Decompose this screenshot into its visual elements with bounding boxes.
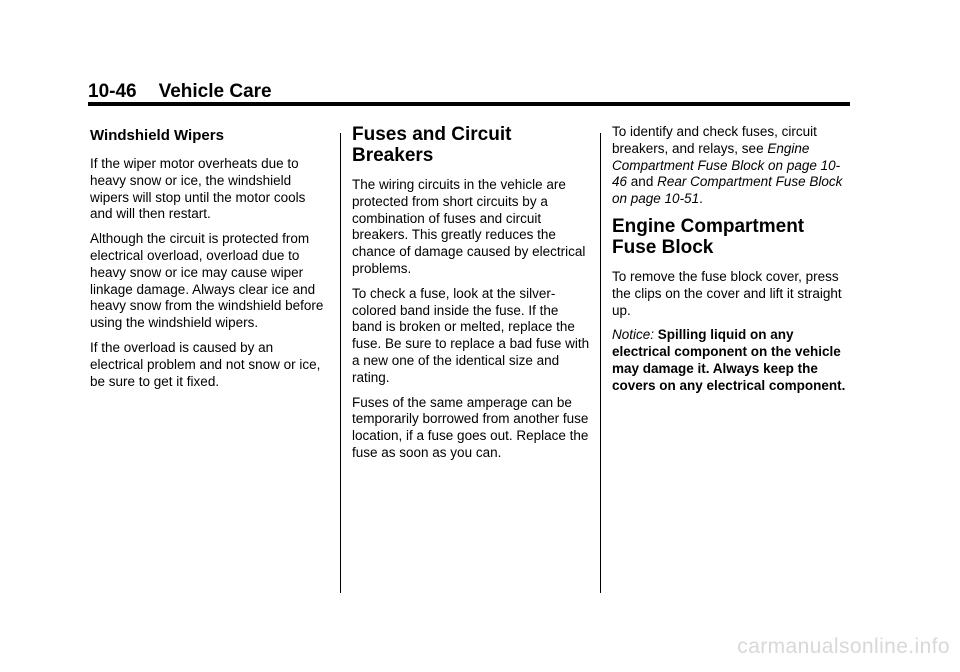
fuses-heading: Fuses and Circuit Breakers bbox=[352, 124, 512, 166]
windshield-wipers-heading: Windshield Wipers bbox=[90, 127, 224, 144]
wipers-paragraph-1: If the wiper motor overheats due to heavy snow or ice, the windshield wipers will stop until the motor cools and will then restart. bbox=[90, 156, 306, 222]
column-divider-1 bbox=[340, 133, 341, 593]
wipers-paragraph-3: If the overload is caused by an electrical problem and not snow or ice, be sure to get it fixed. bbox=[90, 339, 321, 389]
notice-text: Spilling liquid on any electrical component on the vehicle may damage it. Always keep the covers on any electrical component. bbox=[612, 327, 846, 393]
column-2 bbox=[352, 124, 592, 470]
column-1 bbox=[90, 124, 330, 398]
rear-fuse-block-link[interactable]: Rear Compartment Fuse Block on page 10-51 bbox=[612, 174, 843, 207]
header-rule bbox=[88, 102, 850, 106]
watermark: carmanualsonline.info bbox=[737, 635, 950, 658]
notice-paragraph bbox=[612, 327, 852, 394]
fuses-paragraph-2: To check a fuse, look at the silver-colored band inside the fuse. If the band is broken or melted, replace the fuse. Be sure to replace a bad fuse with a new one of the identical size and rating. bbox=[352, 285, 590, 385]
page-number: 10-46 bbox=[88, 81, 137, 102]
fuse-cover-paragraph: To remove the fuse block cover, press the clips on the cover and lift it straight up. bbox=[612, 268, 842, 318]
engine-fuse-block-heading: Engine Compartment Fuse Block bbox=[612, 215, 805, 258]
column-3 bbox=[612, 124, 852, 403]
engine-fuse-block-link[interactable]: Engine Compartment Fuse Block on page 10-46 bbox=[612, 140, 841, 190]
notice-label: Notice: bbox=[612, 327, 655, 343]
wipers-paragraph-2: Although the circuit is protected from electrical overload, overload due to heavy snow or ice may cause wiper linkage damage. Always clear ice and heavy snow from the windshield before using the windshield wipers. bbox=[90, 231, 324, 331]
reference-lead-text: To identify and check fuses, circuit breakers, and relays, see bbox=[612, 124, 817, 156]
fuses-paragraph-1: The wiring circuits in the vehicle are protected from short circuits by a combination of fuses and circuit breakers. This greatly reduces the chance of damage caused by electrical problems. bbox=[352, 177, 586, 276]
fuse-reference-paragraph bbox=[612, 124, 852, 208]
reference-end: . bbox=[699, 191, 703, 207]
column-divider-2 bbox=[600, 133, 601, 593]
page-header bbox=[88, 80, 272, 104]
section-title: Vehicle Care bbox=[158, 81, 272, 102]
fuses-paragraph-3: Fuses of the same amperage can be temporarily borrowed from another fuse location, if a fuse goes out. Replace the fuse as soon as you can. bbox=[352, 394, 589, 460]
reference-joiner: and bbox=[630, 174, 654, 190]
